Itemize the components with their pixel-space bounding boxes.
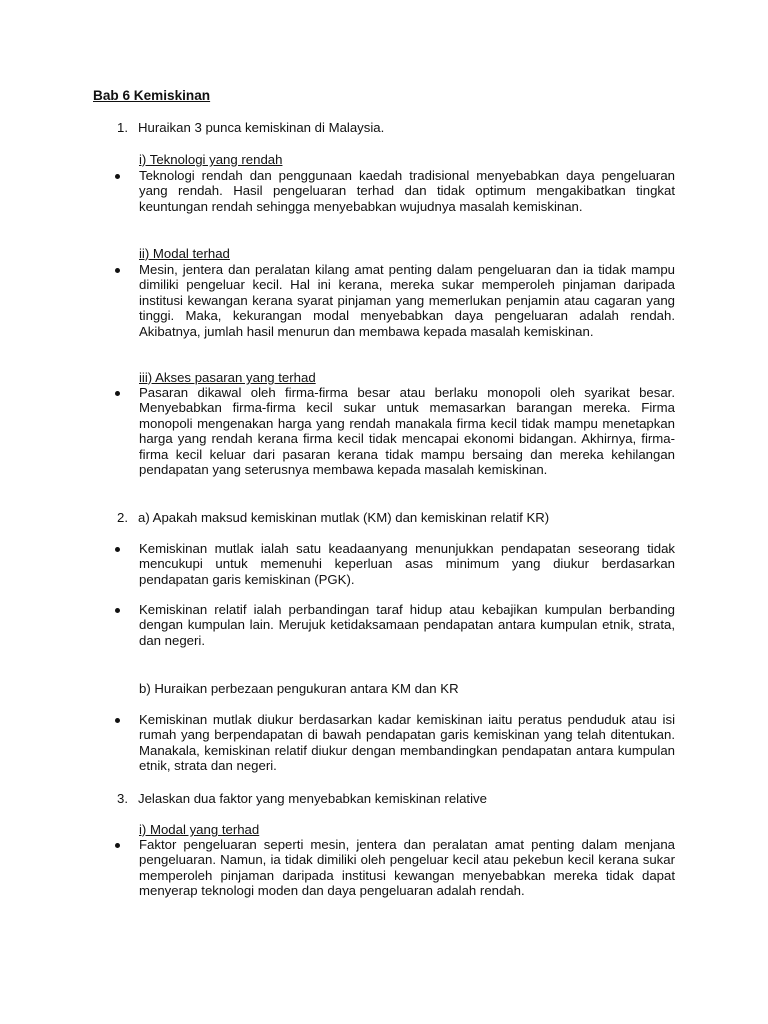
bullet-icon [115,718,120,723]
bullet-icon [115,608,120,613]
paragraph: Kemiskinan relatif ialah perbandingan taraf hidup atau kebajikan kumpulan berbanding dengan kumpulan lain. Merujuk ketidaksamaan pendapatan antara kumpulan etnik, strata, dan negeri. [139,602,675,648]
paragraph: Pasaran dikawal oleh firma-firma besar atau berlaku monopoli oleh syarikat besar. Menyebabkan firma-firma kecil sukar untuk memasarkan barangan mereka. Firma monopoli mengenakan harga yang rendah manakala firma kecil tidak mampu menetapkan harga yang rendah kerana firma kecil tidak mencapai ekonomi bidangan. Akhirnya, firma-firma kecil keluar dari pasaran kerana tidak mampu bersaing dan mereka kehilangan pendapatan yang seterusnya membawa kepada masalah kemiskinan. [139,385,675,478]
document-title: Bab 6 Kemiskinan [93,88,211,103]
question-number: 3. [117,791,128,806]
section-heading: i) Teknologi yang rendah [139,152,283,167]
paragraph: Kemiskinan mutlak ialah satu keadaanyang menunjukkan pendapatan seseorang tidak mencukupi untuk memenuhi keperluan asas minimum yang diukur berdasarkan pendapatan garis kemiskinan (PGK). [139,541,675,587]
section-heading: iii) Akses pasaran yang terhad [139,370,316,385]
paragraph: Mesin, jentera dan peralatan kilang amat penting dalam pengeluaran dan ia tidak mampu dimiliki pengeluar kecil. Hal ini kerana, mereka sukar memperoleh pinjaman daripada institusi kewangan kerana syarat pinjaman yang memerlukan penjamin atau cagaran yang tinggi. Maka, kekurangan modal menyebabkan daya pengeluaran adalah rendah. Akibatnya, jumlah hasil menurun dan membawa kepada masalah kemiskinan. [139,262,675,339]
bullet-icon [115,174,120,179]
bullet-icon [115,547,120,552]
bullet-icon [115,843,120,848]
question-text: Huraikan 3 punca kemiskinan di Malaysia. [138,120,385,135]
question-text: Jelaskan dua faktor yang menyebabkan kemiskinan relative [138,791,487,806]
paragraph: Faktor pengeluaran seperti mesin, jentera dan peralatan amat penting dalam menjana pengeluaran. Namun, ia tidak dimiliki oleh pengeluar kecil atau pekebun kecil kerana sukar memperoleh pinjaman daripada institusi kewangan menyebabkan mereka tidak dapat menyerap teknologi moden dan daya pengeluaran adalah rendah. [139,837,675,899]
paragraph: Teknologi rendah dan penggunaan kaedah tradisional menyebabkan daya pengeluaran yang rendah. Hasil pengeluaran terhad dan tidak optimum mengakibatkan tingkat keuntungan rendah sehingga menyebabkan wujudnya masalah kemiskinan. [139,168,675,214]
question-2b-text: b) Huraikan perbezaan pengukuran antara KM dan KR [139,681,459,696]
bullet-icon [115,391,120,396]
question-number: 1. [117,120,128,135]
section-heading: i) Modal yang terhad [139,822,260,837]
question-number: 2. [117,510,128,525]
paragraph: Kemiskinan mutlak diukur berdasarkan kadar kemiskinan iaitu peratus penduduk atau isi rumah yang berpendapatan di bawah pendapatan garis kemiskinan yang telah ditentukan. Manakala, kemiskinan relatif diukur dengan membandingkan pendapatan antara kumpulan etnik, strata dan negeri. [139,712,675,774]
section-heading: ii) Modal terhad [139,246,230,261]
bullet-icon [115,268,120,273]
question-text: a) Apakah maksud kemiskinan mutlak (KM) dan kemiskinan relatif KR) [138,510,550,525]
